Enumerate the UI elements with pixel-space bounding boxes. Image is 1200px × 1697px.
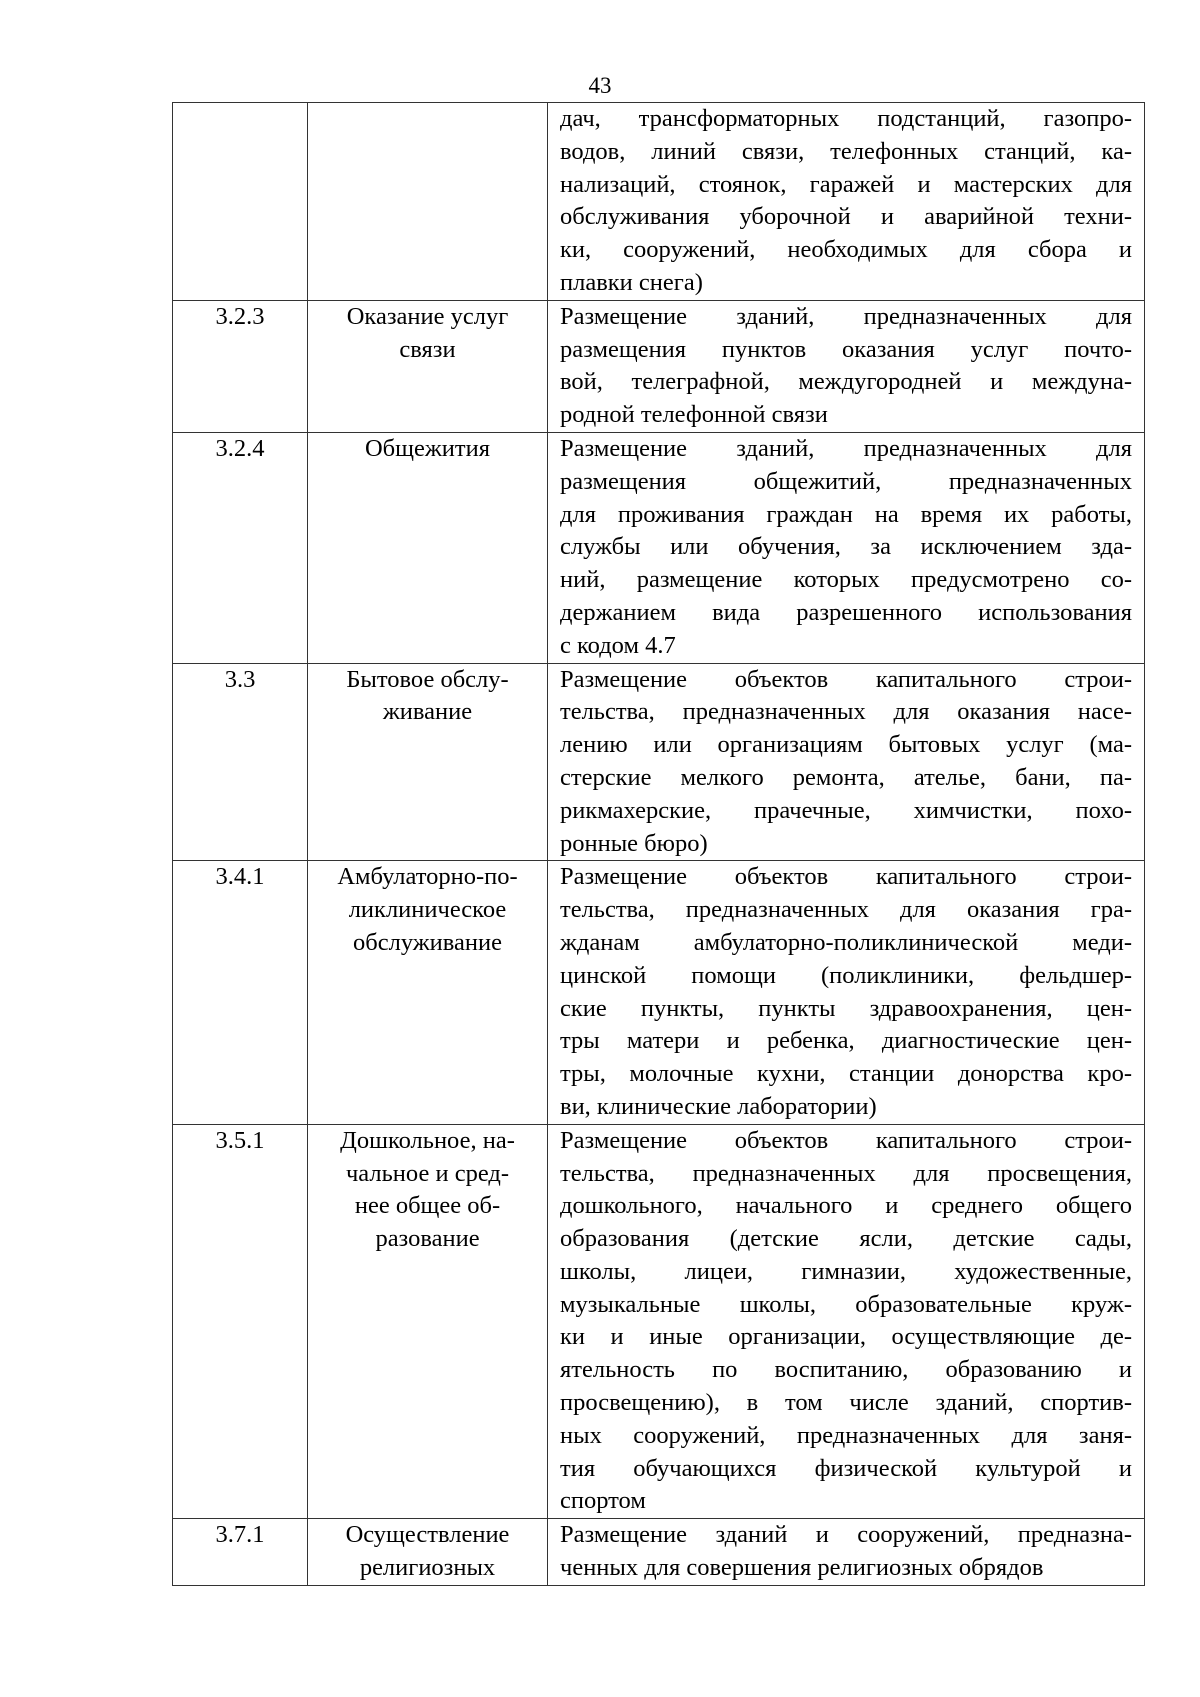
description-line: цинской помощи (поликлиники, фельдшер- <box>560 961 1132 989</box>
description-line: тельства, предназначенных для оказания насе- <box>560 698 1132 726</box>
cell-name <box>308 1124 548 1519</box>
cell-code <box>173 103 308 301</box>
description-line: тры матери и ребенка, диагностические цен- <box>560 1027 1132 1055</box>
name-line: связи <box>399 335 456 363</box>
description-line: музыкальные школы, образовательные круж- <box>560 1290 1132 1318</box>
cell-code: 3.3 <box>173 663 308 861</box>
description-line: плавки снега) <box>560 268 703 296</box>
cell-code: 3.4.1 <box>173 861 308 1124</box>
table-row <box>173 1124 1145 1519</box>
cell-description <box>548 1124 1145 1519</box>
description-line: водов, линий связи, телефонных станций, ка- <box>560 137 1132 165</box>
description-line: размещения общежитий, предназначенных <box>560 467 1132 495</box>
name-line: обслуживание <box>353 928 502 956</box>
description-line: обслуживания уборочной и аварийной техни- <box>560 203 1132 231</box>
table-row <box>173 1519 1145 1586</box>
description-line: ний, размещение которых предусмотрено со- <box>560 566 1132 594</box>
description-line: службы или обучения, за исключением зда- <box>560 533 1132 561</box>
table-body <box>173 103 1145 1586</box>
land-use-table <box>172 102 1145 1586</box>
description-line: размещения пунктов оказания услуг почто- <box>560 335 1132 363</box>
cell-code: 3.2.3 <box>173 300 308 432</box>
table-row <box>173 432 1145 663</box>
description-line: ятельность по воспитанию, образованию и <box>560 1356 1132 1384</box>
table-row <box>173 103 1145 301</box>
description-line: образования (детские ясли, детские сады, <box>560 1225 1132 1253</box>
description-line: спортом <box>560 1487 646 1515</box>
description-line: Размещение зданий и сооружений, предназна- <box>560 1521 1132 1549</box>
description-line: ские пункты, пункты здравоохранения, цен- <box>560 994 1132 1022</box>
name-line: чальное и сред- <box>345 1159 509 1187</box>
cell-code: 3.5.1 <box>173 1124 308 1519</box>
cell-name <box>308 1519 548 1586</box>
description-line: Размещение объектов капитального строи- <box>560 665 1132 693</box>
name-line: разование <box>375 1225 480 1253</box>
description-line: просвещению), в том числе зданий, спортив- <box>560 1389 1132 1417</box>
cell-name <box>308 300 548 432</box>
name-line: религиозных <box>359 1554 496 1582</box>
table-row <box>173 861 1145 1124</box>
description-line: с кодом 4.7 <box>560 631 676 659</box>
name-line: живание <box>382 698 473 726</box>
description-line: ви, клинические лаборатории) <box>560 1092 877 1120</box>
name-line: нее общее об- <box>354 1192 501 1220</box>
name-line: Амбулаторно-по- <box>337 863 518 891</box>
description-line: Размещение объектов капитального строи- <box>560 863 1132 891</box>
description-line: тельства, предназначенных для оказания гра- <box>560 896 1132 924</box>
cell-name <box>308 432 548 663</box>
description-line: ченных для совершения религиозных обрядов <box>560 1554 1044 1582</box>
cell-description <box>548 300 1145 432</box>
description-line: ки и иные организации, осуществляющие де- <box>560 1323 1132 1351</box>
description-line: тия обучающихся физической культурой и <box>560 1454 1132 1482</box>
cell-description <box>548 103 1145 301</box>
cell-code: 3.2.4 <box>173 432 308 663</box>
description-line: тельства, предназначенных для просвещения, <box>560 1159 1132 1187</box>
name-line: Бытовое обслу- <box>346 665 509 693</box>
name-line: Дошкольное, на- <box>340 1126 515 1154</box>
name-line: Осуществление <box>345 1521 510 1549</box>
name-line: ликлиническое <box>348 896 507 924</box>
description-line: ных сооружений, предназначенных для заня- <box>560 1421 1132 1449</box>
description-line: для проживания граждан на время их работы, <box>560 500 1132 528</box>
description-line: ронные бюро) <box>560 829 708 857</box>
name-line: Оказание услуг <box>346 302 509 330</box>
description-line: рикмахерские, прачечные, химчистки, похо- <box>560 796 1132 824</box>
name-line: Общежития <box>364 434 491 462</box>
description-line: стерские мелкого ремонта, ателье, бани, па- <box>560 763 1132 791</box>
description-line: держанием вида разрешенного использования <box>560 598 1132 626</box>
description-line: Размещение зданий, предназначенных для <box>560 302 1132 330</box>
cell-description <box>548 432 1145 663</box>
description-line: жданам амбулаторно-поликлинической меди- <box>560 928 1132 956</box>
description-line: лению или организациям бытовых услуг (ма- <box>560 731 1132 759</box>
description-line: дошкольного, начального и среднего общего <box>560 1192 1132 1220</box>
description-line: Размещение зданий, предназначенных для <box>560 434 1132 462</box>
table-row <box>173 300 1145 432</box>
description-line: родной телефонной связи <box>560 401 828 429</box>
description-line: ки, сооружений, необходимых для сбора и <box>560 236 1132 264</box>
description-line: тры, молочные кухни, станции донорства кро- <box>560 1060 1132 1088</box>
page-number: 43 <box>588 73 612 98</box>
description-line: Размещение объектов капитального строи- <box>560 1126 1132 1154</box>
cell-description <box>548 861 1145 1124</box>
table-row <box>173 663 1145 861</box>
cell-name <box>308 861 548 1124</box>
description-line: нализаций, стоянок, гаражей и мастерских для <box>560 170 1132 198</box>
cell-name <box>308 663 548 861</box>
description-line: школы, лицеи, гимназии, художественные, <box>560 1257 1132 1285</box>
cell-code: 3.7.1 <box>173 1519 308 1586</box>
cell-description <box>548 663 1145 861</box>
cell-name <box>308 103 548 301</box>
description-line: вой, телеграфной, междугородней и междуна- <box>560 368 1132 396</box>
cell-description <box>548 1519 1145 1586</box>
description-line: дач, трансформаторных подстанций, газопро- <box>560 105 1132 132</box>
